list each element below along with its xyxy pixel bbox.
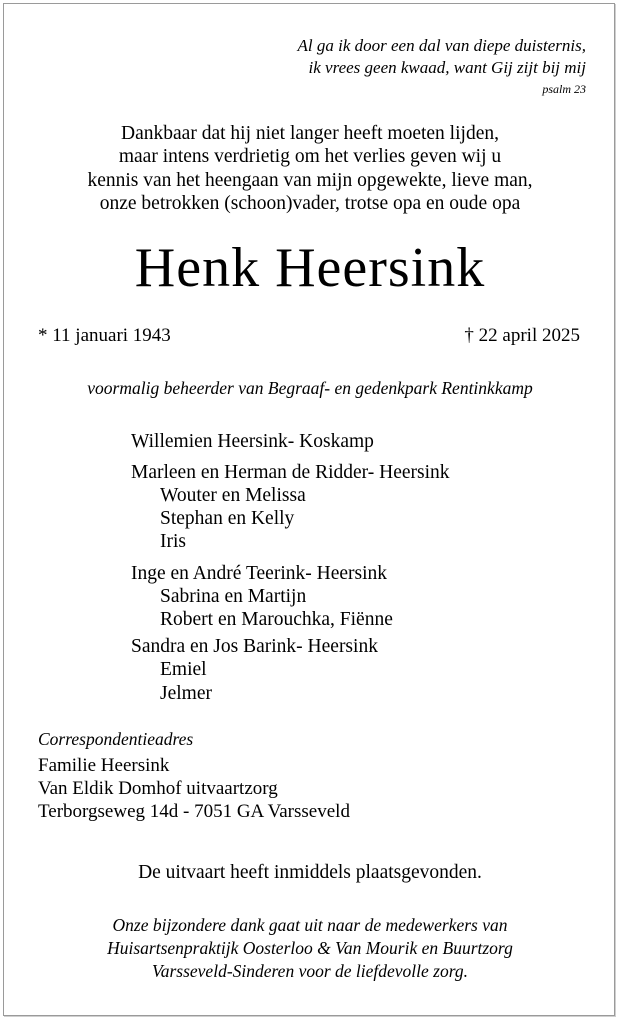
intro-line-1: Dankbaar dat hij niet langer heeft moeten lijden,	[121, 123, 499, 144]
family-child: Sabrina en Martijn	[160, 586, 307, 607]
correspondence-line: Familie Heersink	[38, 755, 170, 776]
family-parents-1: Marleen en Herman de Ridder- Heersink	[131, 462, 450, 483]
intro-line-3: kennis van het heengaan van mijn opgewekte, lieve man,	[87, 170, 533, 191]
family-parents-3: Sandra en Jos Barink- Heersink	[131, 636, 378, 657]
intro-line-2: maar intens verdrietig om het verlies geven wij u	[118, 146, 502, 167]
family-child: Stephan en Kelly	[160, 508, 295, 529]
correspondence-line: Terborgseweg 14d - 7051 GA Varsseveld	[38, 801, 350, 822]
spouse: Willemien Heersink- Koskamp	[131, 431, 374, 452]
thanks-line-3: Varsseveld-Sinderen voor de liefdevolle zorg.	[151, 961, 469, 981]
correspondence-line: Van Eldik Domhof uitvaartzorg	[38, 778, 278, 799]
death-date: † 22 april 2025	[464, 325, 580, 346]
family-parents-2: Inge en André Teerink- Heersink	[131, 563, 388, 584]
thanks-line-1: Onze bijzondere dank gaat uit naar de medewerkers van	[112, 915, 508, 935]
funeral-note: De uitvaart heeft inmiddels plaatsgevonden.	[138, 862, 482, 883]
family-child: Robert en Marouchka, Fiënne	[160, 609, 393, 630]
birth-date: * 11 januari 1943	[38, 325, 171, 346]
motto-line-2: ik vrees geen kwaad, want Gij zijt bij mij	[308, 58, 586, 77]
motto-line-1: Al ga ik door een dal van diepe duisternis,	[297, 36, 586, 55]
motto-source: psalm 23	[542, 82, 586, 96]
family-child: Emiel	[160, 659, 207, 680]
deceased-role: voormalig beheerder van Begraaf- en gedenkpark Rentinkkamp	[87, 378, 533, 398]
deceased-name: Henk Heersink	[134, 237, 486, 299]
correspondence-label: Correspondentieadres	[38, 729, 194, 749]
thanks-line-2: Huisartsenpraktijk Oosterloo & Van Mourik en Buurtzorg	[107, 938, 513, 958]
family-child: Iris	[160, 531, 186, 552]
family-child: Wouter en Melissa	[160, 485, 306, 506]
family-child: Jelmer	[160, 683, 212, 704]
intro-line-4: onze betrokken (schoon)vader, trotse opa en oude opa	[99, 193, 521, 214]
